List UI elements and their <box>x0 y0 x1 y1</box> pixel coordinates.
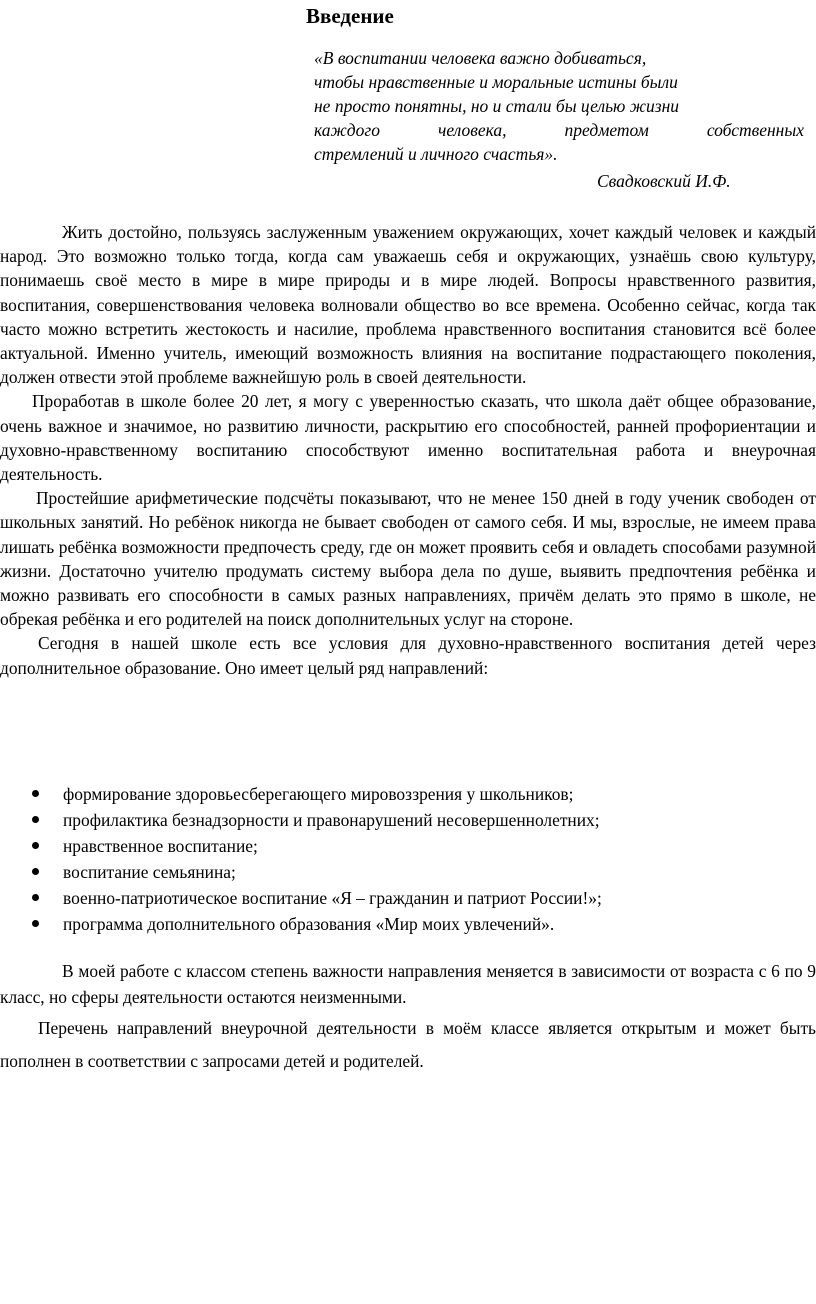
page-title: Введение <box>306 4 394 28</box>
bullet-icon <box>32 842 39 849</box>
list-item-text: нравственное воспитание; <box>63 836 258 856</box>
list-item <box>0 885 816 911</box>
body-text <box>0 220 816 680</box>
epigraph-author: Свадковский И.Ф. <box>597 171 731 191</box>
epigraph-line: каждого человека, предметом собственных <box>314 120 804 140</box>
bullet-icon <box>32 868 39 875</box>
list-item <box>0 911 816 937</box>
bullet-icon <box>32 816 39 823</box>
list-item-text: программа дополнительного образования «Мир моих увлечений». <box>63 914 555 934</box>
paragraph: Проработав в школе более 20 лет, я могу с уверенностью сказать, что школа даёт общее образование, очень важное и значимое, но развитию личности, раскрытию его способностей, ранней профориентации и духовно-нравственному воспитанию способствуют именно воспитательная работа и внеурочная деятельность. <box>0 391 816 485</box>
list-item-text: военно-патриотическое воспитание «Я – гражданин и патриот России!»; <box>63 888 602 908</box>
list-item <box>0 807 816 833</box>
epigraph-line: чтобы нравственные и моральные истины были <box>314 72 678 92</box>
directions-list <box>0 781 816 937</box>
epigraph <box>314 46 804 166</box>
list-item <box>0 859 816 885</box>
paragraph: Сегодня в нашей школе есть все условия для духовно-нравственного воспитания детей через дополнительное образование. Оно имеет целый ряд направлений: <box>0 633 816 678</box>
list-item <box>0 781 816 807</box>
paragraph: Жить достойно, пользуясь заслуженным уважением окружающих, хочет каждый человек и каждый народ. Это возможно только тогда, когда сам уважаешь себя и окружающих, узнаёшь свою культуру, понимаешь своё место в мире в мире природы и в мире людей. Вопросы нравственного развития, воспитания, совершенствования человека волновали общество во все времена. Особенно сейчас, когда так часто можно встретить жестокость и насилие, проблема нравственного воспитания становится всё более актуальной. Именно учитель, имеющий возможность влияния на воспитание подрастающего поколения, должен отвести этой проблеме важнейшую роль в своей деятельности. <box>0 222 816 388</box>
paragraph: Простейшие арифметические подсчёты показывают, что не менее 150 дней в году ученик свободен от школьных занятий. Но ребёнок никогда не бывает свободен от самого себя. И мы, взрослые, не имеем права лишать ребёнка возможности предпочесть среду, где он может проявить себя и овладеть способами разумной жизни. Достаточно учителю продумать систему выбора дела по душе, выявить предпочтения ребёнка и можно развивать его способности в самых разных направлениях, причём делать это прямо в школе, не обрекая ребёнка и его родителей на поиск дополнительных услуг на стороне. <box>0 488 816 630</box>
epigraph-line: «В воспитании человека важно добиваться, <box>314 48 647 68</box>
bullet-icon <box>32 920 39 927</box>
paragraph: Перечень направлений внеурочной деятельности в моём классе является открытым и может быть пополнен в соответствии с запросами детей и родителей. <box>0 1018 816 1071</box>
list-item <box>0 833 816 859</box>
epigraph-line: не просто понятны, но и стали бы целью жизни <box>314 96 680 116</box>
list-item-text: воспитание семьянина; <box>63 862 236 882</box>
epigraph-line: стремлений и личного счастья». <box>314 144 558 164</box>
list-item-text: профилактика безнадзорности и правонарушений несовершеннолетних; <box>63 810 600 830</box>
paragraph: В моей работе с классом степень важности направления меняется в зависимости от возраста с 6 по 9 класс, но сферы деятельности остаются неизменными. <box>0 961 816 1007</box>
bullet-icon <box>32 790 39 797</box>
bullet-icon <box>32 894 39 901</box>
list-item-text: формирование здоровьесберегающего мировоззрения у школьников; <box>63 784 574 804</box>
